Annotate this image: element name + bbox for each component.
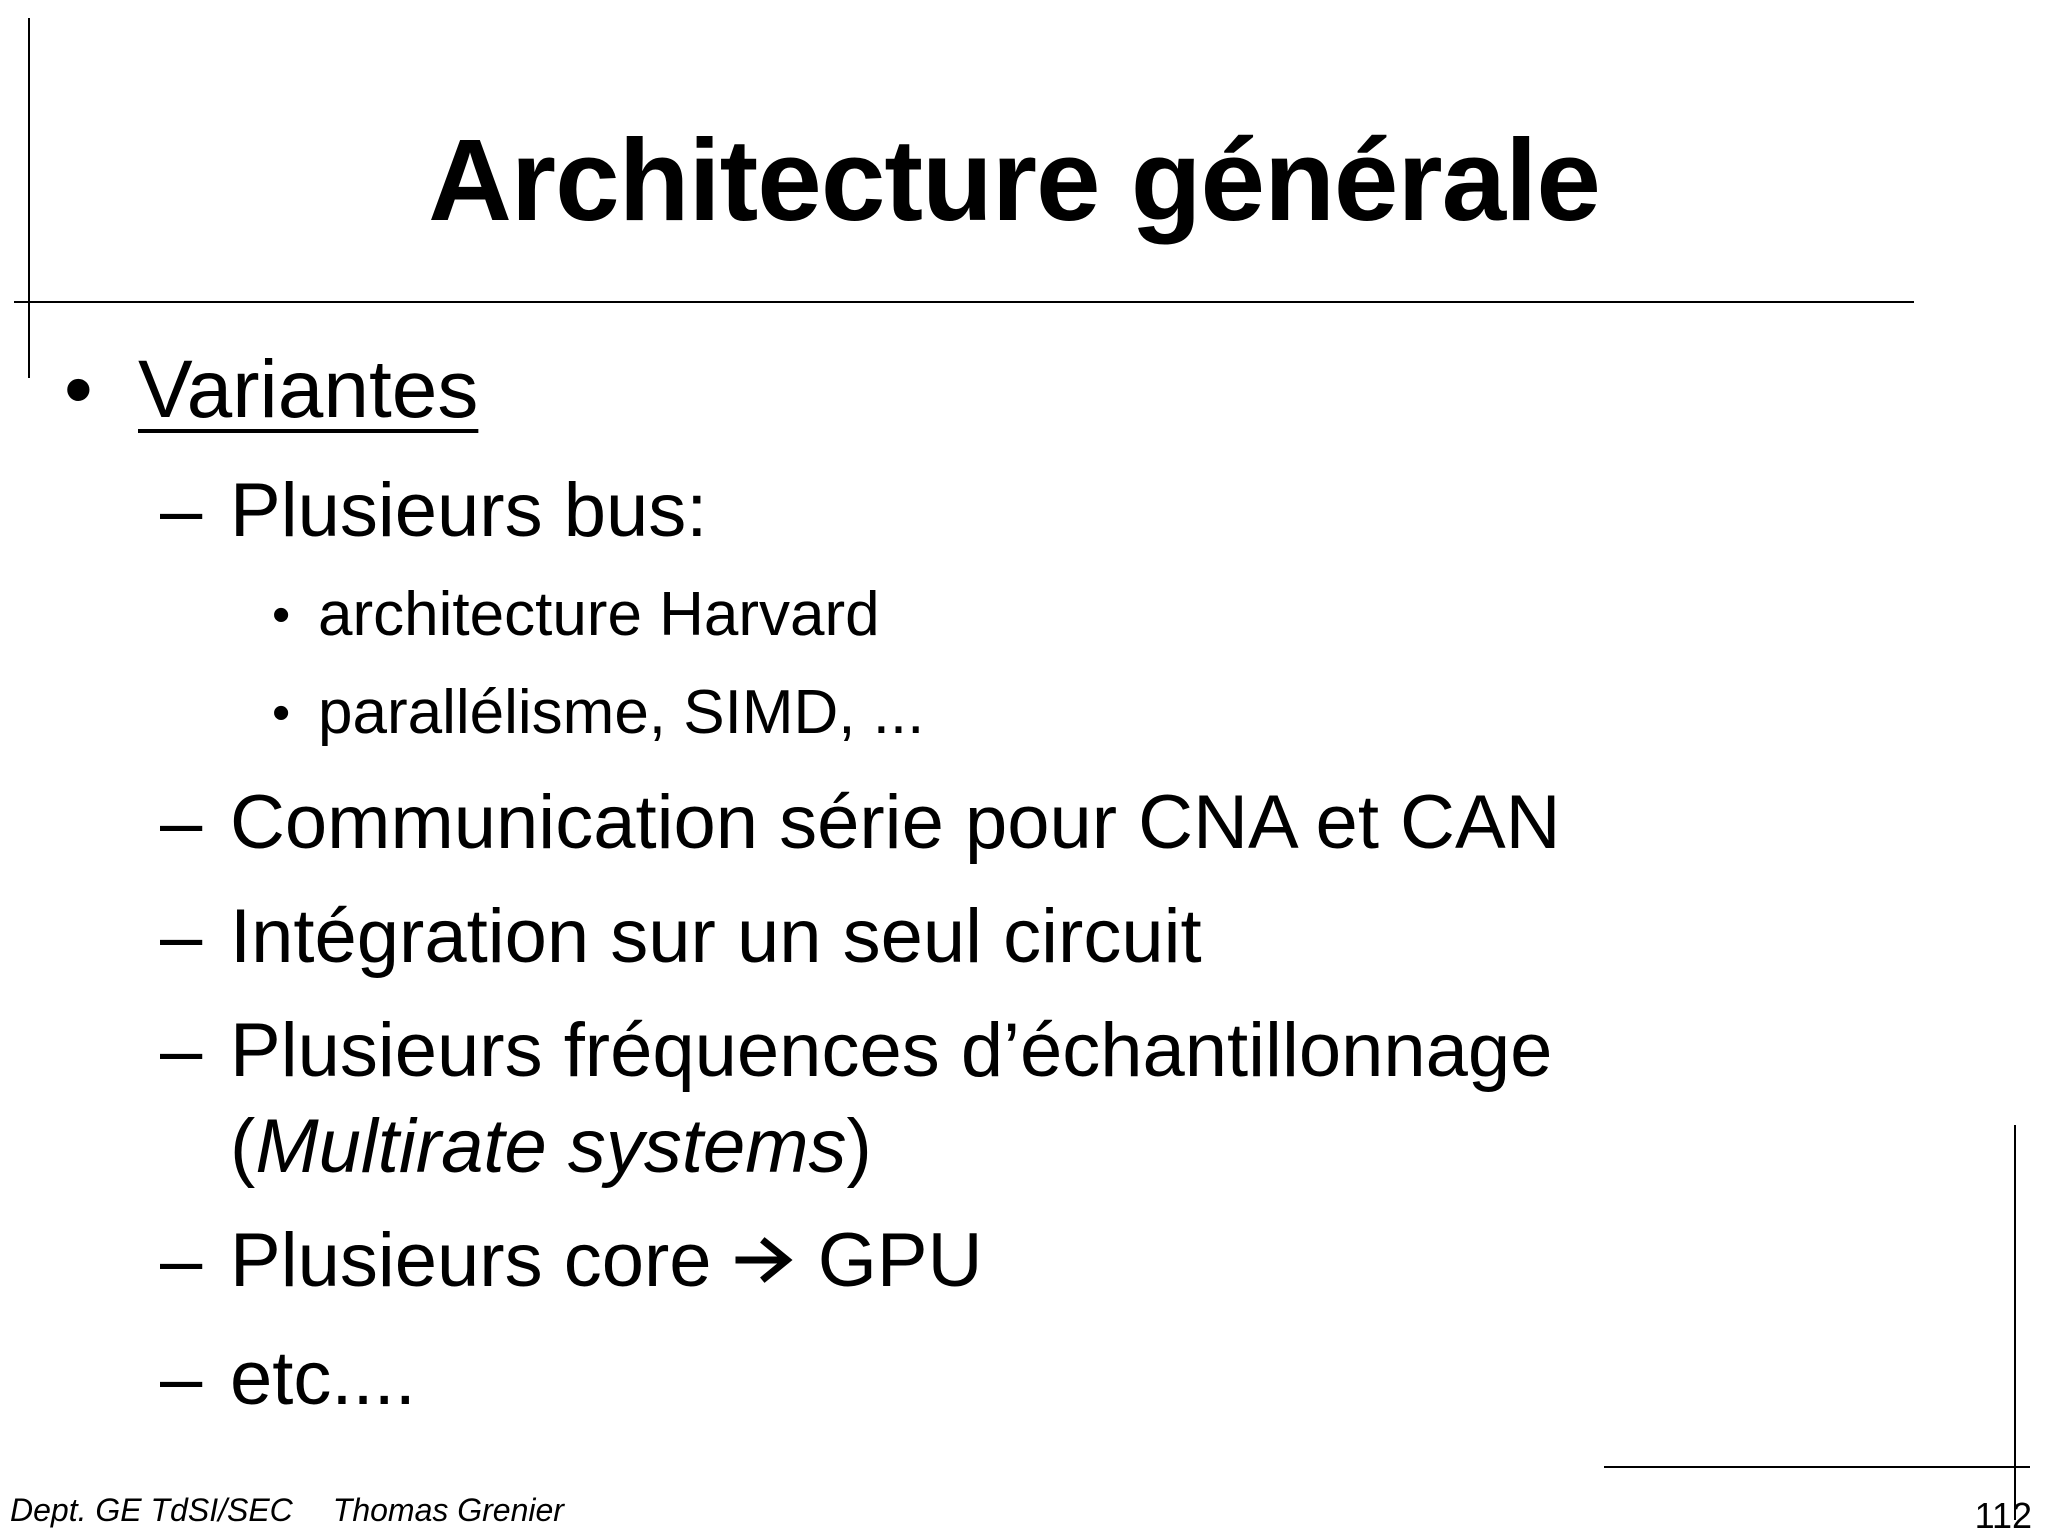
- close-paren: ): [846, 1104, 872, 1189]
- footer-dept: Dept. GE TdSI/SEC: [10, 1492, 293, 1528]
- list-item-text: Intégration sur un seul circuit: [230, 894, 1202, 979]
- gpu-text: GPU: [796, 1218, 983, 1303]
- dash-marker: –: [160, 780, 203, 865]
- italic-multirate: Multirate systems: [255, 1104, 847, 1189]
- list-item-text: Plusieurs fréquences d’échantillonnage: [230, 1008, 1553, 1093]
- dash-marker: –: [160, 894, 203, 979]
- sub-item-text: architecture Harvard: [318, 580, 880, 649]
- list-item-text: Communication série pour CNA et CAN: [230, 780, 1561, 865]
- sub-bullet-marker: •: [272, 684, 291, 742]
- core-text: Plusieurs core: [230, 1218, 733, 1303]
- dash-marker: –: [160, 1008, 203, 1093]
- decorative-vertical-line-bottom-right: [2014, 1125, 2016, 1520]
- list-item-text: [230, 1216, 982, 1306]
- decorative-horizontal-line-bottom-right: [1604, 1466, 2030, 1468]
- bullet-marker: •: [64, 344, 93, 435]
- open-paren: (: [230, 1104, 256, 1189]
- slide-title: Architecture générale: [428, 115, 1600, 245]
- dash-marker: –: [160, 1218, 203, 1303]
- page-number: 112: [1974, 1495, 2032, 1536]
- dash-marker: –: [160, 1336, 203, 1421]
- list-item-text: Plusieurs bus:: [230, 468, 708, 553]
- right-arrow-icon: [733, 1234, 797, 1286]
- title-divider-line: [14, 301, 1914, 303]
- sub-item-text: parallélisme, SIMD, ...: [318, 678, 925, 747]
- list-item-text: etc....: [230, 1336, 416, 1421]
- footer-credit: [10, 1490, 564, 1530]
- footer-author: Thomas Grenier: [332, 1492, 564, 1528]
- sub-bullet-marker: •: [272, 586, 291, 644]
- bullet-label: Variantes: [138, 344, 479, 435]
- list-item-continuation: [230, 1102, 872, 1192]
- dash-marker: –: [160, 468, 203, 553]
